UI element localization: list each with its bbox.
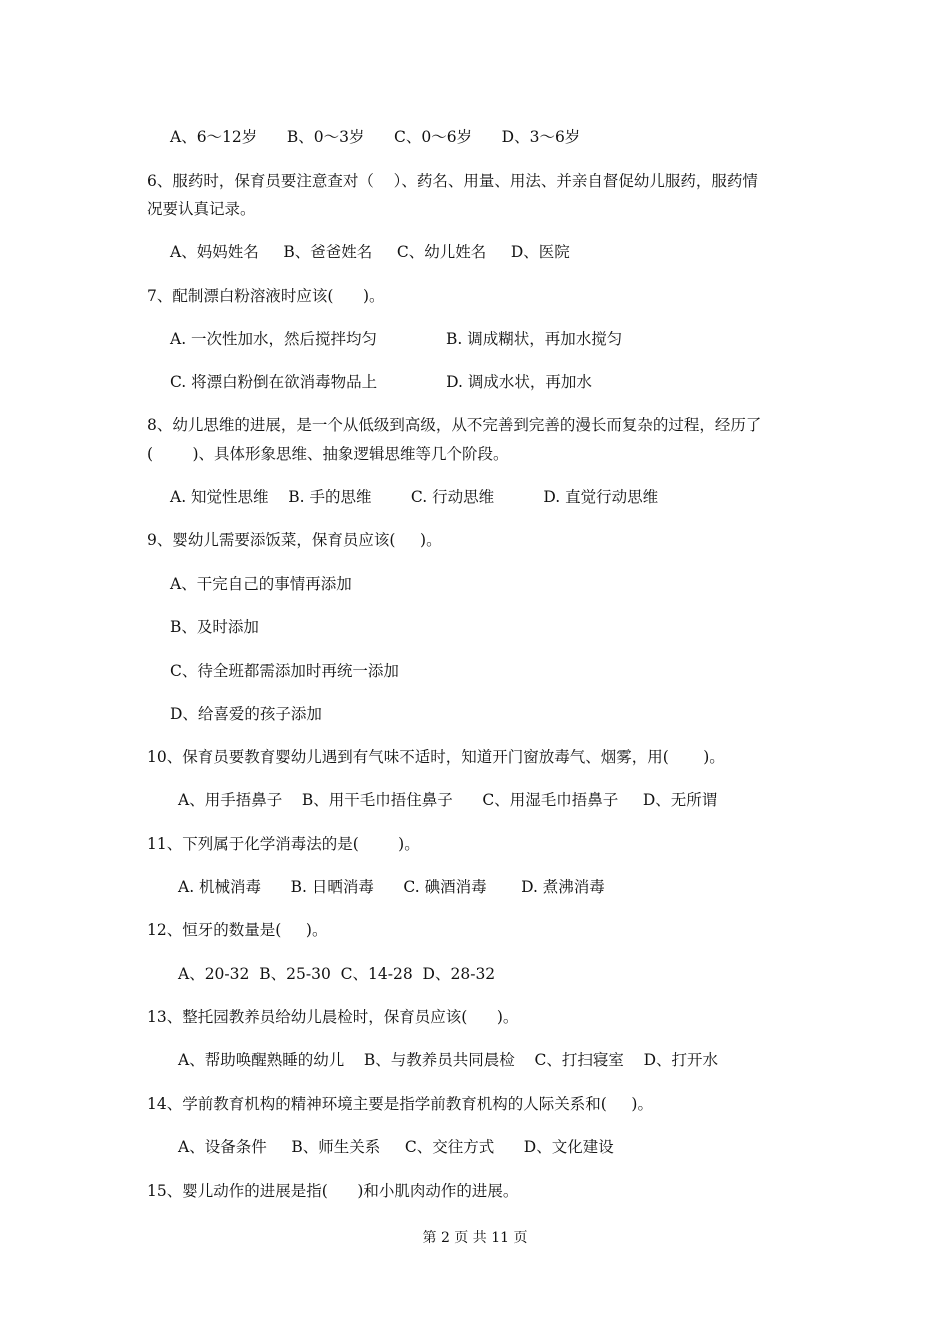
q7-options-row1: A. 一次性加水，然后搅拌均匀 B. 调成糊状，再加水搅匀 (170, 330, 623, 348)
q9-text: 9、婴幼儿需要添饭菜，保育员应该( )。 (147, 531, 442, 549)
q10-options: A、用手捂鼻子 B、用干毛巾捂住鼻子 C、用湿毛巾捂鼻子 D、无所谓 (178, 791, 718, 809)
q9-option-c: C、待全班都需添加时再统一添加 (170, 662, 399, 680)
q10-text: 10、保育员要教育婴幼儿遇到有气味不适时，知道开门窗放毒气、烟雾，用( )。 (147, 748, 725, 766)
q14-text: 14、学前教育机构的精神环境主要是指学前教育机构的人际关系和( )。 (147, 1095, 653, 1113)
q11-text: 11、下列属于化学消毒法的是( )。 (147, 835, 420, 853)
q6-text-line1: 6、服药时，保育员要注意查对（ ）、药名、用量、用法、并亲自督促幼儿服药，服药情 (147, 172, 758, 190)
q15-text: 15、婴儿动作的进展是指( )和小肌肉动作的进展。 (147, 1182, 519, 1200)
q8-text-line2: ( )、具体形象思维、抽象逻辑思维等几个阶段。 (147, 445, 509, 463)
q9-option-a: A、干完自己的事情再添加 (170, 575, 352, 593)
q8-text-line1: 8、幼儿思维的进展，是一个从低级到高级，从不完善到完善的漫长而复杂的过程，经历了 (147, 416, 762, 434)
q9-option-d: D、给喜爱的孩子添加 (170, 705, 322, 723)
q7-text: 7、配制漂白粉溶液时应该( )。 (147, 287, 385, 305)
q11-options: A. 机械消毒 B. 日晒消毒 C. 碘酒消毒 D. 煮沸消毒 (178, 878, 605, 896)
q6-options: A、妈妈姓名 B、爸爸姓名 C、幼儿姓名 D、医院 (170, 243, 570, 261)
q14-options: A、设备条件 B、师生关系 C、交往方式 D、文化建设 (178, 1138, 614, 1156)
q8-options: A. 知觉性思维 B. 手的思维 C. 行动思维 D. 直觉行动思维 (170, 488, 659, 506)
q9-option-b: B、及时添加 (170, 618, 259, 636)
page-footer: 第 2 页 共 11 页 (422, 1230, 528, 1246)
q12-text: 12、恒牙的数量是( )。 (147, 921, 328, 939)
q7-options-row2: C. 将漂白粉倒在欲消毒物品上 D. 调成水状，再加水 (170, 373, 592, 391)
q6-text-line2: 况要认真记录。 (147, 200, 256, 218)
q12-options: A、20-32 B、25-30 C、14-28 D、28-32 (178, 965, 496, 983)
q5-options: A、6～12岁 B、0～3岁 C、0～6岁 D、3～6岁 (170, 128, 581, 146)
q13-text: 13、整托园教养员给幼儿晨检时，保育员应该( )。 (147, 1008, 519, 1026)
q13-options: A、帮助唤醒熟睡的幼儿 B、与教养员共同晨检 C、打扫寝室 D、打开水 (178, 1051, 718, 1069)
